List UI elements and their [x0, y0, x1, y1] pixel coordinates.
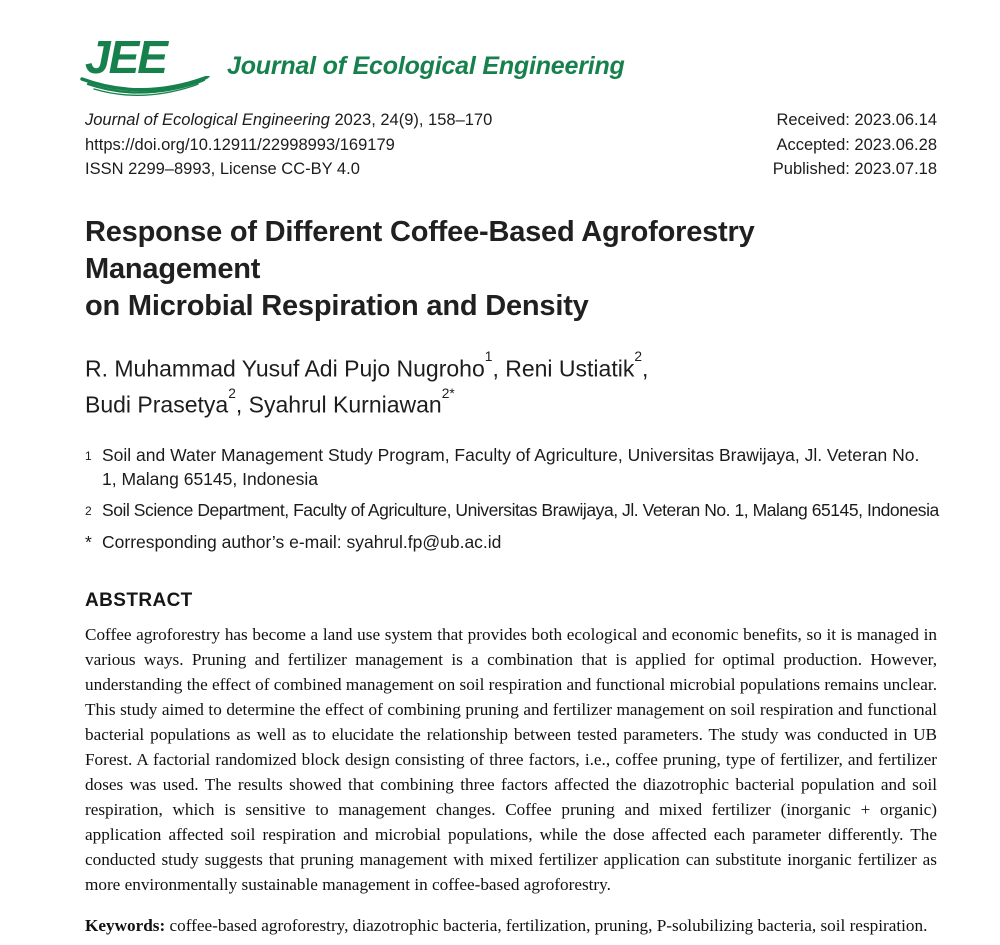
- dates-block: [773, 108, 937, 182]
- doi-link[interactable]: https://doi.org/10.12911/22998993/169179: [85, 135, 395, 154]
- citation-journal: Journal of Ecological Engineering: [85, 111, 330, 129]
- jee-logo-text: JEE: [85, 31, 166, 83]
- issn-line: ISSN 2299–8993, License CC-BY 4.0: [85, 160, 360, 178]
- published-date: Published: 2023.07.18: [772, 160, 937, 178]
- author-name: Syahrul Kurniawan: [248, 391, 442, 418]
- received-date: Received: 2023.06.14: [776, 111, 937, 129]
- keywords-text: coffee-based agroforestry, diazotrophic bacteria, fertilization, pruning, P-solubilizing bacteria, soil respiration.: [165, 915, 928, 935]
- citation-issue: 2023, 24(9), 158–170: [329, 111, 493, 129]
- author-name: R. Muhammad Yusuf Adi Pujo Nugroho: [85, 355, 485, 382]
- citation-block: [85, 108, 492, 182]
- author-name: Budi Prasetya: [85, 391, 229, 418]
- affiliation-marker: *: [85, 531, 92, 552]
- article-title: [85, 214, 937, 325]
- journal-header: [85, 31, 937, 104]
- abstract-body: Coffee agroforestry has become a land use system that provides both ecological and economic benefits, so it is managed in various ways. Pruning and fertilizer management is a combination that is applied for optimal production. However, understanding the effect of combined management on soil respiration and functional microbial populations remains unclear. This study aimed to determine the effect of combining pruning and fertilizer management on soil respiration and functional bacterial populations as well as to elucidate the relationship between tested parameters. The study was conducted in UB Forest. A factorial randomized block design consisting of three factors, i.e., coffee pruning, type of fertilizer, and fertilizer doses was used. The results showed that combining three factors affected the diazotrophic bacterial population and soil respiration, which is sensitive to management changes. Coffee pruning and mixed fertilizer (inorganic + organic) application affected soil respiration and microbial populations, while the dose affected each parameter differently. The conducted study suggests that pruning management with mixed fertilizer application can substitute inorganic fertilizer as more environmentally sustainable management in coffee-based agroforestry.: [85, 624, 937, 894]
- author-superscript: 2: [228, 385, 236, 401]
- title-line-1: Response of Different Coffee-Based Agroforestry Management: [85, 215, 755, 285]
- author-superscript: 2*: [441, 385, 455, 401]
- keywords-label: Keywords:: [85, 915, 166, 935]
- jee-logo: [85, 31, 213, 98]
- corresponding-email[interactable]: syahrul.fp@ub.ac.id: [346, 531, 502, 552]
- author-superscript: 2: [634, 349, 643, 365]
- author-separator: ,: [235, 391, 249, 418]
- author-separator: ,: [642, 355, 649, 382]
- accepted-date: Accepted: 2023.06.28: [776, 135, 937, 154]
- author-superscript: 1: [484, 349, 493, 365]
- corresponding-label: Corresponding author’s e-mail:: [102, 531, 347, 552]
- affiliation-list: [85, 443, 937, 554]
- title-line-2: on Microbial Respiration and Density: [85, 289, 589, 322]
- author-separator: ,: [492, 355, 506, 382]
- affiliation-text: Soil Science Department, Faculty of Agriculture, Universitas Brawijaya, Jl. Veteran No. 1, Malang 65145, Indonesia: [102, 499, 939, 520]
- affiliation-item: [85, 443, 937, 491]
- affiliation-marker: 2: [85, 503, 92, 518]
- affiliation-text: [102, 530, 937, 554]
- article-meta: [85, 108, 937, 182]
- affiliation-item: [85, 530, 937, 554]
- citation-line: [85, 108, 492, 133]
- affiliation-item: [85, 498, 937, 523]
- author-list: [85, 348, 937, 421]
- affiliation-marker: 1: [85, 448, 92, 463]
- abstract-heading: ABSTRACT: [85, 589, 193, 611]
- author-name: Reni Ustiatik: [505, 355, 635, 382]
- journal-name: Journal of Ecological Engineering: [227, 52, 625, 80]
- affiliation-text: Soil and Water Management Study Program, Faculty of Agriculture, Universitas Brawijaya, Jl. Veteran No. 1, Malang 65145, Indonesia: [102, 444, 920, 489]
- keywords-line: [85, 913, 937, 938]
